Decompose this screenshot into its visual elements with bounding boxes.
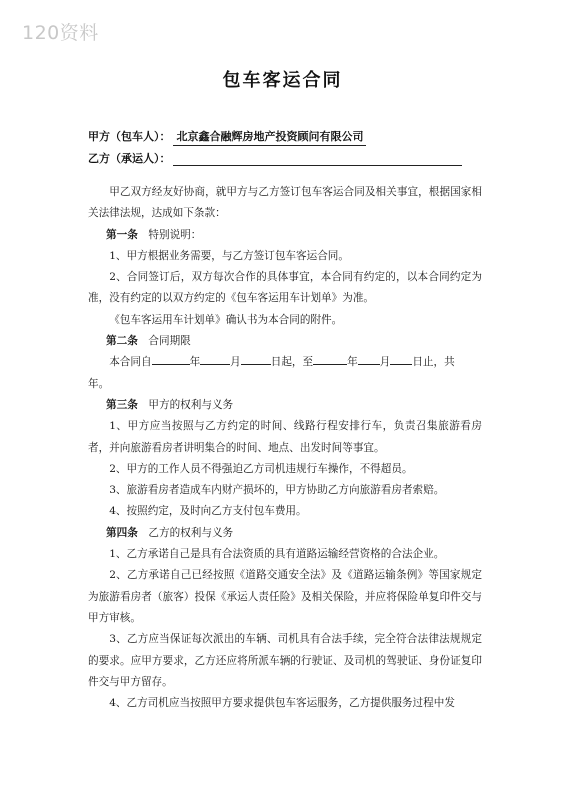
party-b-value: [173, 152, 462, 166]
article-4-item: 3、乙方应当保证每次派出的车辆、司机具有合法手续，完全符合法律法规规定的要求。应甲方要求，乙方还应将所派车辆的行驶证、及司机的驾驶证、身份证复印件交与甲方留存。: [88, 633, 482, 688]
article-3-item: 4、按照约定，及时向乙方支付包车费用。: [109, 505, 307, 518]
party-a-label: 甲方（包车人）：: [88, 130, 171, 143]
document-title: 包车客运合同: [222, 70, 343, 91]
article-1-item: 1、甲方根据业务需要，与乙方签订包车客运合同。: [109, 249, 349, 262]
article-1-heading: 第一条 特别说明：: [106, 228, 202, 241]
article-3-item: 1、甲方应当按照与乙方约定的时间、线路行程安排行车，负责召集旅游看房者，并向旅游看房者讲明集合的时间、地点、出发时间等事宜。: [88, 420, 482, 454]
party-a-line: [88, 128, 366, 146]
article-4-heading: 第四条 乙方的权利与义务: [106, 526, 234, 539]
article-1-item: 《包车客运用车计划单》确认书为本合同的附件。: [109, 313, 343, 326]
intro-paragraph: 甲乙双方经友好协商，就甲方与乙方签订包车客运合同及相关事宜，根据国家相关法律法规，达成如下条款：: [88, 186, 482, 220]
party-b-label: 乙方（承运人）：: [88, 152, 171, 165]
contract-period: 本合同自 年 月 日起，至 年 月 日止，共 年。: [88, 352, 482, 395]
article-3-item: 2、甲方的工作人员不得强迫乙方司机违规行车操作，不得超员。: [109, 462, 413, 475]
contract-body: [88, 182, 482, 714]
article-4-item: 2、乙方承诺自己已经按照《道路交通安全法》及《道路运输条例》等国家规定为旅游看房者（旅客）投保《承运人责任险》及相关保险，并应将保险单复印件交与甲方审核。: [88, 569, 482, 624]
article-1-item: 2、合同签订后，双方每次合作的具体事宜，本合同有约定的，以本合同约定为准，没有约定的以双方约定的《包车客运用车计划单》为准。: [88, 271, 482, 305]
article-2-heading: 第二条 合同期限: [106, 335, 191, 348]
article-4-item: 4、乙方司机应当按照甲方要求提供包车客运服务，乙方提供服务过程中发: [109, 697, 455, 710]
article-3-heading: 第三条 甲方的权利与义务: [106, 398, 234, 411]
party-a-value: 北京鑫合融辉房地产投资顾问有限公司: [173, 128, 366, 146]
article-4-item: 1、乙方承诺自己是具有合法资质的具有道路运输经营资格的合法企业。: [109, 548, 445, 561]
watermark: 120资料: [22, 22, 99, 44]
party-b-line: [88, 150, 462, 166]
article-3-item: 3、旅游看房者造成车内财产损坏的，甲方协助乙方向旅游看房者索赔。: [109, 484, 445, 497]
